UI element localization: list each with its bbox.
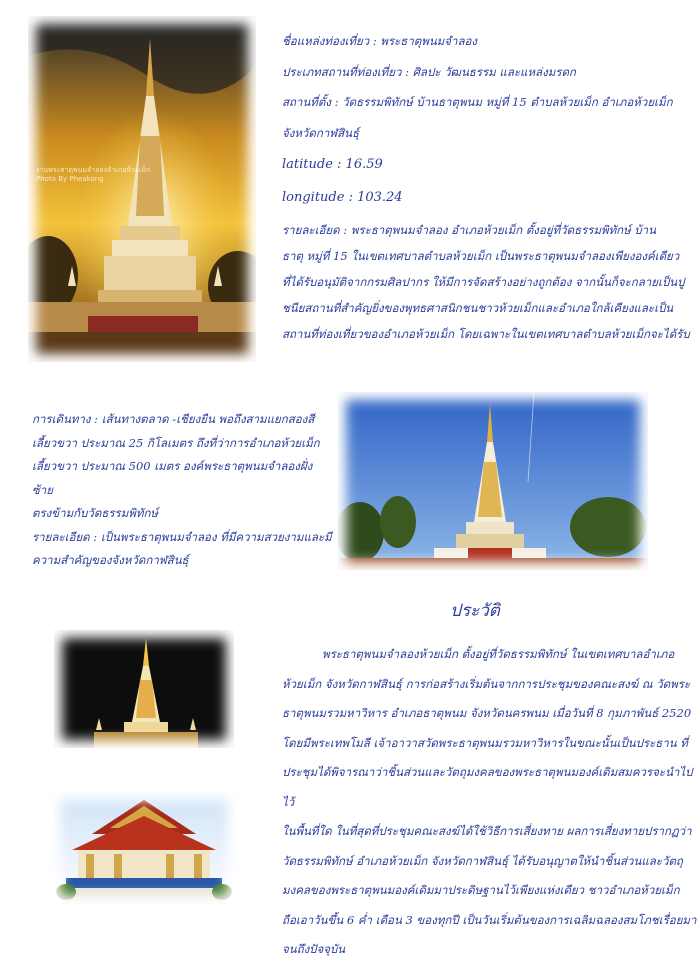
travel-text [32,408,332,573]
travel-line: การเดินทาง : เส้นทางตลาด -เชียงยืน พอถึงสามแยกสองสี [32,412,315,426]
history-line: พระธาตุพนมจำลองห้วยเม็ก ตั้งอยู่ที่วัดธรรมพิทักษ์ ในเขตเทศบาลอำเภอ [322,647,675,661]
pagoda-night-photo [54,630,234,748]
history-line: ห้วยเม็ก จังหวัดกาฬสินธุ์ การก่อสร้างเริ่มต้นจากการประชุมของคณะสงฆ์ ณ วัดพระ [282,676,691,691]
history-line: ถือเอาวันขึ้น 6 ค่ำ เดือน 3 ของทุกปี เป็นวันเริ่มต้นของการเฉลิมฉลองสมโภชเรื่อยมา [282,912,697,927]
history-line: วัดธรรมพิทักษ์ อำเภอห้วยเม็ก จังหวัดกาฬสินธุ์ ได้รับอนุญาตให้นำชิ้นส่วนและวัตถุ [282,853,683,868]
detail-line: ชนียสถานที่สำคัญยิ่งของพุทธศาสนิกชนชาวห้วยเม็กและอำเภอใกล้เคียงและเป็น [282,301,674,315]
location-line-2: จังหวัดกาฬสินธุ์ [282,125,360,140]
longitude: longitude : 103.24 [282,189,403,205]
photo-watermark-line-1: งานพระธาตุพนมจำลองอำเภอห้วยเม็ก [36,166,151,174]
history-line: ธาตุพนมรวมหาวิหาร อำเภอธาตุพนม จังหวัดนครพนม เมื่อวันที่ 8 กุมภาพันธ์ 2520 [282,706,692,720]
history-line: มงคลของพระธาตุพนมองค์เดิมมาประดิษฐานไว้เพียงแห่งเดียว ชาวอำเภอห้วยเม็ก [282,883,680,897]
temple-pavilion-image [52,792,236,904]
history-line: ในพื้นที่ใด ในที่สุดที่ประชุมคณะสงฆ์ได้ใช้วิธีการเสี่ยงทาย ผลการเสี่ยงทายปรากฏว่า [282,824,692,838]
detail-line: ธาตุ หมู่ที่ 15 ในเขตเทศบาลตำบลห้วยเม็ก เป็นพระธาตุพนมจำลองเพียงองค์เดียว [282,249,680,263]
pagoda-night-image [54,630,234,748]
attraction-type: ประเภทสถานที่ท่องเที่ยว : ศิลปะ วัฒนธรรม และแหล่งมรดก [282,64,576,79]
travel-detail-line: รายละเอียด : เป็นพระธาตุพนมจำลอง ที่มีความสวยงามและมี [32,529,332,544]
pagoda-daytime-image [338,392,648,570]
pagoda-daytime-photo [338,392,648,570]
history-text [282,640,698,965]
latitude: latitude : 16.59 [282,157,383,172]
history-title: ประวัติ [450,601,500,621]
history-line: จนถึงปัจจุบัน [282,942,346,956]
detail-line: ที่ได้รับอนุมัติจากกรมศิลปากร ให้มีการจัดสร้างอย่างถูกต้อง จากนั้นก็จะกลายเป็นปู [282,275,685,289]
detail-paragraph [282,217,692,347]
section1-text [282,30,692,347]
history-line: โดยมีพระเทพโมลี เจ้าอาวาสวัดพระธาตุพนมรวมหาวิหารในขณะนั้นเป็นประธาน ที่ [282,735,688,750]
detail-line: รายละเอียด : พระธาตุพนมจำลอง อำเภอห้วยเม็ก ตั้งอยู่ที่วัดธรรมพิทักษ์ บ้าน [282,223,657,237]
travel-line: เลี้ยวขวา ประมาณ 500 เมตร องค์พระธาตุพนมจำลองฝั่งซ้าย [32,459,313,497]
pagoda-sunset-image [28,16,256,362]
detail-line: สถานที่ท่องเที่ยวของอำเภอห้วยเม็ก โดยเฉพาะในเขตเทศบาลตำบลห้วยเม็กจะได้รับ [282,327,690,341]
photo-watermark-line-2: Photo By Pheakong [36,175,104,183]
travel-detail-line: ความสำคัญของจังหวัดกาฬสินธุ์ [32,553,189,567]
travel-line: เลี้ยวขวา ประมาณ 25 กิโลเมตร ถึงที่ว่าการอำเภอห้วยเม็ก [32,435,320,450]
pagoda-sunset-photo [28,16,256,362]
photo-watermark [36,166,150,184]
temple-pavilion-photo [52,792,236,904]
history-line: ประชุมได้พิจารณาว่าชิ้นส่วนและวัตถุมงคลของพระธาตุพนมองค์เดิมสมควรจะนำไปไว้ [282,765,693,809]
travel-line: ตรงข้ามกับวัดธรรมพิทักษ์ [32,506,159,520]
location-line-1: สถานที่ตั้ง : วัดธรรมพิทักษ์ บ้านธาตุพนม หมู่ที่ 15 ตำบลห้วยเม็ก อำเภอห้วยเม็ก [282,95,673,109]
attraction-name: ชื่อแหล่งท่องเที่ยว : พระธาตุพนมจำลอง [282,34,478,48]
